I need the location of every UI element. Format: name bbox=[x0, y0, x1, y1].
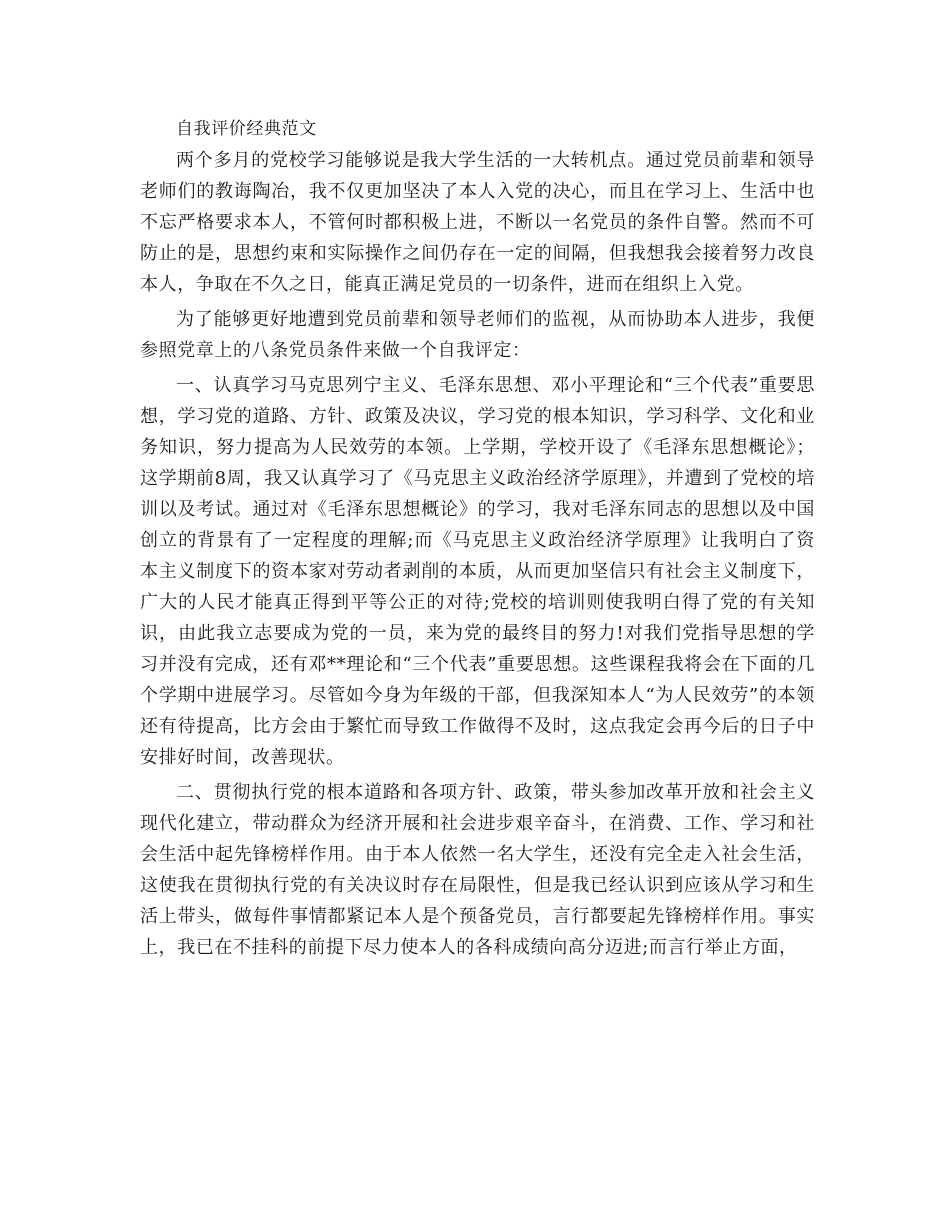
paragraph-4: 二、贯彻执行党的根本道路和各项方针、政策，带头参加改革开放和社会主义现代化建立，带动群众为经济开展和社会进步艰辛奋斗，在消费、工作、学习和社会生活中起先锋榜样作用。由于本人依然一名大学生，还没有完全走入社会生活，这使我在贯彻执行党的有关决议时存在局限性，但是我已经认识到应该从学习和生活上带头，做每件事情都紧记本人是个预备党员，言行都要起先锋榜样作用。事实上，我已在不挂科的前提下尽力使本人的各科成绩向高分迈进;而言行举止方面， bbox=[140, 782, 815, 958]
paragraph-3: 一、认真学习马克思列宁主义、毛泽东思想、邓小平理论和“三个代表”重要思想，学习党的道路、方针、政策及决议，学习党的根本知识，学习科学、文化和业务知识，努力提高为人民效劳的本领。上学期，学校开设了《毛泽东思想概论》；这学期前8周，我又认真学习了《马克思主义政治经济学原理》，并遭到了党校的培训以及考试。通过对《毛泽东思想概论》的学习，我对毛泽东同志的思想以及中国创立的背景有了一定程度的理解;而《马克思主义政治经济学原理》让我明白了资本主义制度下的资本家对劳动者剥削的本质，从而更加坚信只有社会主义制度下，广大的人民才能真正得到平等公正的对待;党校的培训则使我明白得了党的有关知识，由此我立志要成为党的一员，来为党的最终目的努力!对我们党指导思想的学习并没有完成，还有邓**理论和“三个代表”重要思想。这些课程我将会在下面的几个学期中进展学习。尽管如今身为年级的干部，但我深知本人“为人民效劳”的本领还有待提高，比方会由于繁忙而导致工作做得不及时，这点我定会再今后的日子中安排好时间，改善现状。 bbox=[140, 375, 815, 768]
paragraph-1: 两个多月的党校学习能够说是我大学生活的一大转机点。通过党员前辈和领导老师们的教诲陶冶，我不仅更加坚决了本人入党的决心，而且在学习上、生活中也不忘严格要求本人，不管何时都积极上进，不断以一名党员的条件自警。然而不可防止的是，思想约束和实际操作之间仍存在一定的间隔，但我想我会接着努力改良本人，争取在不久之日，能真正满足党员的一切条件，进而在组织上入党。 bbox=[140, 150, 815, 295]
paragraph-2: 为了能够更好地遭到党员前辈和领导老师们的监视，从而协助本人进步，我便参照党章上的八条党员条件来做一个自我评定： bbox=[140, 309, 815, 361]
document-body bbox=[140, 114, 815, 967]
document-title: 自我评价经典范文 bbox=[176, 119, 317, 139]
